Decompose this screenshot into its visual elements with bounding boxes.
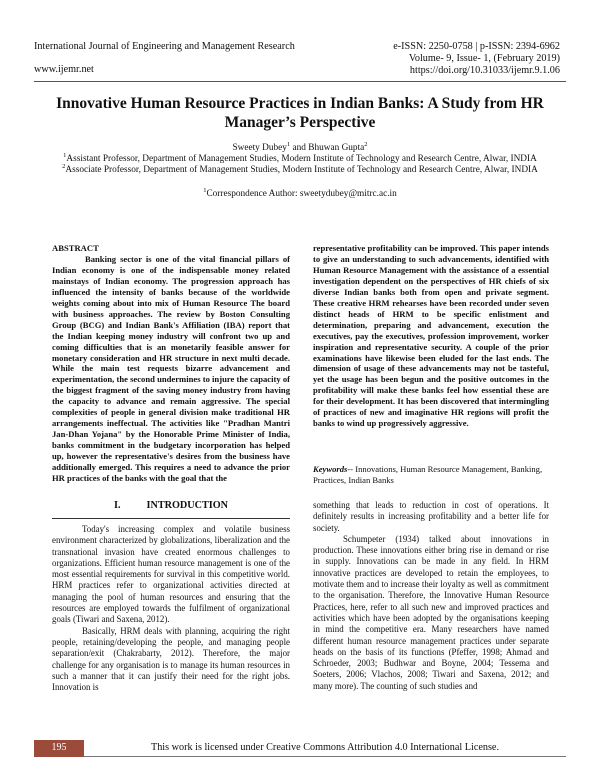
volume-issue: Volume- 9, Issue- 1, (February 2019) <box>408 53 560 64</box>
license-notice: This work is licensed under Creative Commons Attribution 4.0 International License. <box>150 742 499 753</box>
paper-title: Innovative Human Resource Practices in Indian Banks: A Study from HR Manager’s Perspective <box>56 95 544 131</box>
paragraph: Schumpeter (1934) talked about innovations in production. These innovations either bring rise in demand or rise in supply. Innovations can be made in any field. In HRM innovative practices are developed to retain the employees, to motivate them and to increase their loyalty as well as commitment to the organisation. Therefore, the Innovative Human Resource Practices, here, refer to all such new and improved practices and activities which have been adopted by the organisations keeping in mind the competitive era. Many researchers have named different human resource management practices under separate heads on the basis of its functions (Pfeffer, 1998; Ahmad and Schroeder, 2003; Budhwar and Boyne, 2004; Tessema and Soeters, 2006; Vlachos, 2008; Tiwari and Saxena, 2012; and many more). The counting of such studies and <box>313 533 549 691</box>
section-divider <box>52 518 290 519</box>
doi-link[interactable]: https://doi.org/10.31033/ijemr.9.1.06 <box>409 65 560 76</box>
abstract-text-part1: Banking sector is one of the vital financial pillars of Indian economy is one of the indispensable money related mainstays of Indian economy. The progression approach has influenced the intensity of banks because of the worldwide weights coming about into mix of Human Resource The board with business approaches. The review by Boston Consulting Group (BCG) and Indian Bank's Affiliation (IBA) report that the Indian keeping money industry will confront two up and coming difficulties that is an monetarily feasible answer for monetary consideration and HR structure in next multi decade. While the main test requests bizarre advancement and experimentation, the second undermines to injure the capacity of the biggest fragment of the saving money industry from having the capacity to advance and remain aggressive. The special complexities of people in general division make traditional HR arrangements ineffectual. The activities like "Pradhan Mantri Jan-Dhan Yojana" by the Honorable Prime Minister of India, banks commitment in the budgetary incorporation has helped up, however the representative's desires from the business have additionally emerged. This requires a need to advance the prior HR practices of the banks with the goal that the <box>52 253 290 484</box>
section-title: INTRODUCTION <box>146 500 229 511</box>
running-header-right <box>393 41 560 77</box>
keywords-text: Innovations, Human Resource Management, Banking, Practices, Indian Banks <box>313 464 543 485</box>
introduction-left-column <box>52 524 290 693</box>
author-block <box>40 140 560 200</box>
paragraph: Today's increasing complex and volatile business environment characterized by globalizations, liberalization and the transnational invasion have created enormous challenges to organizations. Efficient human resource management is one of the most essential requirements for survival in this competitive world. HRM practices refer to organizational activities directed at managing the pool of human resources and ensuring that the resources are employed towards the fulfilment of organizational goals (Tiwari and Saxena, 2012). <box>52 524 290 625</box>
section-number: I. <box>113 500 121 511</box>
keywords-label: Keywords-- <box>313 464 354 474</box>
paragraph: something that leads to reduction in cost of operations. It definitely results in increasing profitability and a better life for society. <box>313 500 549 533</box>
page-number: 195 <box>51 742 67 753</box>
introduction-right-column <box>313 500 549 692</box>
correspondence: $^1$Correspondence Author: sweetydubey@mitrc.ac.in <box>203 186 397 199</box>
keywords <box>313 464 549 486</box>
journal-website[interactable]: www.ijemr.net <box>34 64 94 75</box>
abstract-label: ABSTRACT <box>52 243 99 253</box>
affiliation-1: $^1$Assistant Professor, Department of Management Studies, Modern Institute of Technology and Research Centre, Alwar, INDIA <box>63 152 537 165</box>
journal-name: International Journal of Engineering and Management Research <box>34 41 295 52</box>
issn: e-ISSN: 2250-0758 | p-ISSN: 2394-6962 <box>393 41 560 52</box>
affiliation-2: $^2$Associate Professor, Department of Management Studies, Modern Institute of Technology and Research Centre, Alwar, INDIA <box>62 163 538 176</box>
paragraph: Basically, HRM deals with planning, acquiring the right people, retaining/developing the people, and managing people separation/exit (Chakrabarty, 2012). Therefore, the major challenge for any organisation is to manage its human resources in such a manner that it can justify their need for the right jobs. Innovation is <box>52 625 290 693</box>
abstract <box>52 243 290 484</box>
header-divider <box>34 81 566 82</box>
section-heading <box>52 500 290 511</box>
abstract-text-part2: representative profitability can be improved. This paper intends to give an understanding to such advancements, identified with Human Resource Management with the assistance of a essential investigation dependent on the perspectives of HR chiefs of six diverse Indian banks both from open and private segment. These creative HRM rehearses have been recorded under seven distinct heads of HRM to be specific enlistment and determination, preparing and advancement, execution the executives, pay the executives, profession improvement, worker inspiration and representative security. A couple of the prior examinations have likewise been eluded for the last ends. The dimension of usage of these advancements may not be tasteful, yet the usage has been begun and the positive outcomes in the profitability will make these banks feel how essential these are for their development. It has been discovered that intermingling of practices of new and imaginative HR regions will profit the banks to wind up progressively aggressive. <box>313 243 549 429</box>
footer-divider <box>84 756 566 757</box>
running-header-left <box>34 41 295 76</box>
author-names: Sweety Dubey$^1$ and Bhuwan Gupta$^2$ <box>232 140 368 153</box>
